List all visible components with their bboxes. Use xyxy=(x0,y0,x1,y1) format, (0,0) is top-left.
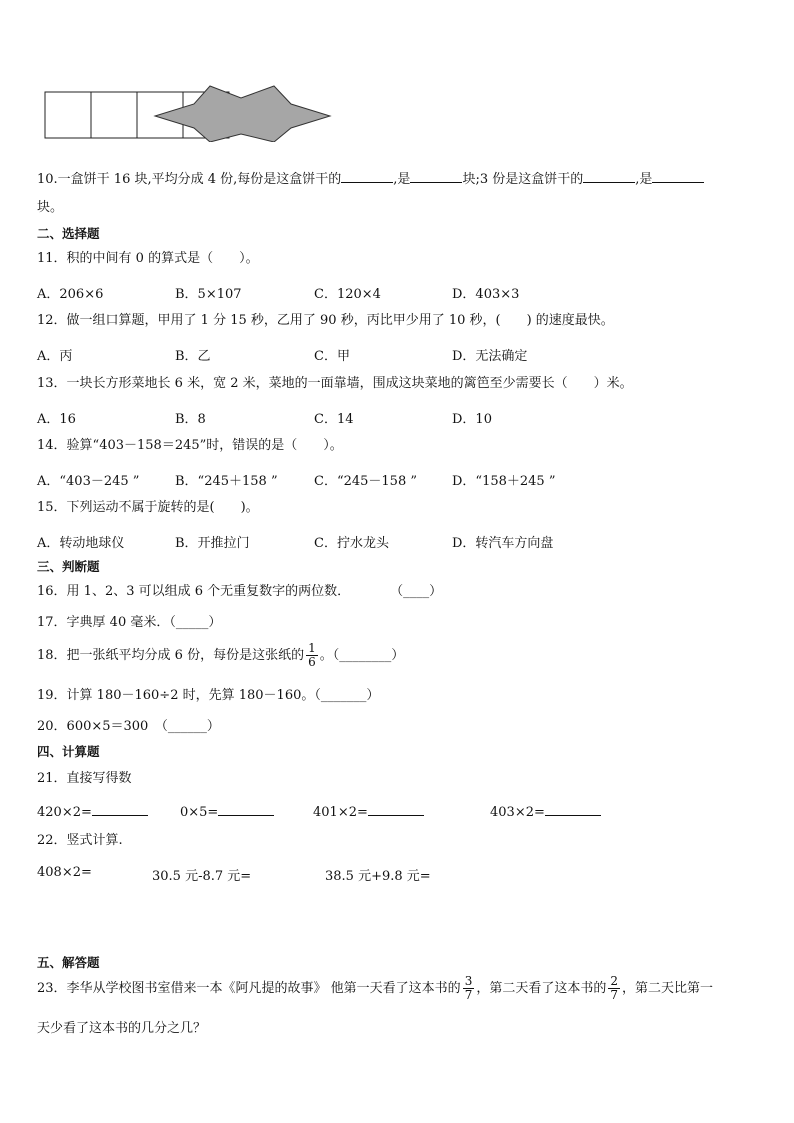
q16-text: 16．用 1、2、3 可以组成 6 个无重复数字的两位数． xyxy=(37,584,351,599)
q23-fraction-2-denominator: 7 xyxy=(610,988,618,1002)
question-14: 14．验算“403－158＝245”时，错误的是（ ）。 xyxy=(37,438,343,453)
q23-fraction-1-denominator: 7 xyxy=(464,988,473,1002)
q13-option-b[interactable]: B．8 xyxy=(175,412,206,427)
q10-text-d: ,是 xyxy=(635,172,653,187)
q11-option-c[interactable]: C．120×4 xyxy=(314,287,381,302)
q22-item-2: 30.5 元-8.7 元= xyxy=(152,869,252,884)
q23-fraction-2-numerator: 2 xyxy=(610,974,618,989)
q11-option-d[interactable]: D．403×3 xyxy=(452,287,520,302)
q15-option-d[interactable]: D．转汽车方向盘 xyxy=(452,536,554,551)
square-1 xyxy=(45,92,91,138)
q21-item-2-expr: 0×5= xyxy=(180,805,219,820)
q23-text-a: 23．李华从学校图书室借来一本《阿凡提的故事》 他第一天看了这本书的 xyxy=(37,981,461,996)
q13-option-d[interactable]: D．10 xyxy=(452,412,492,427)
square-2 xyxy=(91,92,137,138)
q23-fraction-1-numerator: 3 xyxy=(464,974,473,989)
q18-text-b[interactable]: 。（________） xyxy=(319,648,405,663)
q11-option-a[interactable]: A．206×6 xyxy=(37,287,104,302)
q21-item-3 xyxy=(313,803,424,820)
q15-option-a[interactable]: A．转动地球仪 xyxy=(37,536,125,551)
q21-item-4 xyxy=(490,803,601,820)
question-11: 11．积的中间有 0 的算式是（ ）。 xyxy=(37,251,259,266)
q10-blank-1[interactable] xyxy=(341,170,393,183)
question-17: 17．字典厚 40 毫米．（_____） xyxy=(37,615,222,630)
q13-option-c[interactable]: C．14 xyxy=(314,412,354,427)
q10-text-c: 块;3 份是这盒饼干的 xyxy=(462,172,584,187)
section-solve-title: 五、解答题 xyxy=(37,955,100,970)
question-22: 22．竖式计算. xyxy=(37,833,123,848)
q22-item-3: 38.5 元+9.8 元= xyxy=(325,869,431,884)
q21-item-4-blank[interactable] xyxy=(545,803,601,816)
q14-option-b[interactable]: B．“245＋158 ” xyxy=(175,474,278,489)
q21-item-1-blank[interactable] xyxy=(92,803,148,816)
q14-option-a[interactable]: A．“403－245 ” xyxy=(37,474,140,489)
section-choice-title: 二、选择题 xyxy=(37,226,100,241)
q23-text-b: ，第二天看了这本书的 xyxy=(476,981,607,996)
q23-fraction-2 xyxy=(608,975,620,1001)
section-calc-title: 四、计算题 xyxy=(37,744,100,759)
question-23 xyxy=(37,974,713,1004)
q11-option-b[interactable]: B．5×107 xyxy=(175,287,242,302)
q10-text-a: 10.一盒饼干 16 块,平均分成 4 份,每份是这盒饼干的 xyxy=(37,172,342,187)
question-16 xyxy=(37,585,442,598)
question-18 xyxy=(37,642,404,670)
q21-item-3-expr: 401×2= xyxy=(313,805,368,820)
q12-option-b[interactable]: B．乙 xyxy=(175,349,211,364)
q10-text-b: ,是 xyxy=(393,172,411,187)
section-judge-title: 三、判断题 xyxy=(37,559,100,574)
q21-item-1-expr: 420×2= xyxy=(37,805,92,820)
question-20: 20．600×5＝300 （______） xyxy=(37,719,220,734)
q15-option-b[interactable]: B．开推拉门 xyxy=(175,536,250,551)
q14-option-d[interactable]: D．“158＋245 ” xyxy=(452,474,556,489)
question-15: 15．下列运动不属于旋转的是( )。 xyxy=(37,500,259,515)
q23-fraction-1 xyxy=(463,975,475,1001)
q14-option-c[interactable]: C．“245－158 ” xyxy=(314,474,417,489)
q18-fraction xyxy=(306,642,318,668)
q16-answer-paren[interactable]: （____） xyxy=(390,584,443,599)
question-19: 19．计算 180－160÷2 时，先算 180－160。（_______） xyxy=(37,688,380,703)
q15-option-c[interactable]: C．拧水龙头 xyxy=(314,536,389,551)
q21-item-3-blank[interactable] xyxy=(368,803,424,816)
q23-text-c: ，第二天比第一 xyxy=(621,981,713,996)
q21-item-1 xyxy=(37,803,148,820)
q22-item-1: 408×2= xyxy=(37,865,92,880)
q10-continuation: 块。 xyxy=(37,200,64,215)
q18-fraction-denominator: 6 xyxy=(308,655,316,669)
q10-blank-2[interactable] xyxy=(410,170,462,183)
question-12: 12．做一组口算题，甲用了 1 分 15 秒，乙用了 90 秒，丙比甲少用了 10 秒，( ) 的速度最快。 xyxy=(37,313,614,328)
q12-option-d[interactable]: D．无法确定 xyxy=(452,349,528,364)
question-10 xyxy=(37,170,704,186)
question-21: 21．直接写得数 xyxy=(37,771,132,786)
q12-option-c[interactable]: C．甲 xyxy=(314,349,350,364)
q12-option-a[interactable]: A．丙 xyxy=(37,349,73,364)
q18-text-a: 18．把一张纸平均分成 6 份，每份是这张纸的 xyxy=(37,648,305,663)
question-13: 13．一块长方形菜地长 6 米，宽 2 米，菜地的一面靠墙，围成这块菜地的篱笆至少需要长（ ）米。 xyxy=(37,376,633,391)
q10-blank-3[interactable] xyxy=(583,170,635,183)
q21-item-2 xyxy=(180,803,274,820)
q13-option-a[interactable]: A．16 xyxy=(37,412,76,427)
q18-fraction-numerator: 1 xyxy=(308,641,316,656)
q23-continuation: 天少看了这本书的几分之几？ xyxy=(37,1021,207,1036)
q21-item-2-blank[interactable] xyxy=(218,803,274,816)
shape-figure xyxy=(44,82,344,142)
q10-blank-4[interactable] xyxy=(652,170,704,183)
q21-item-4-expr: 403×2= xyxy=(490,805,545,820)
